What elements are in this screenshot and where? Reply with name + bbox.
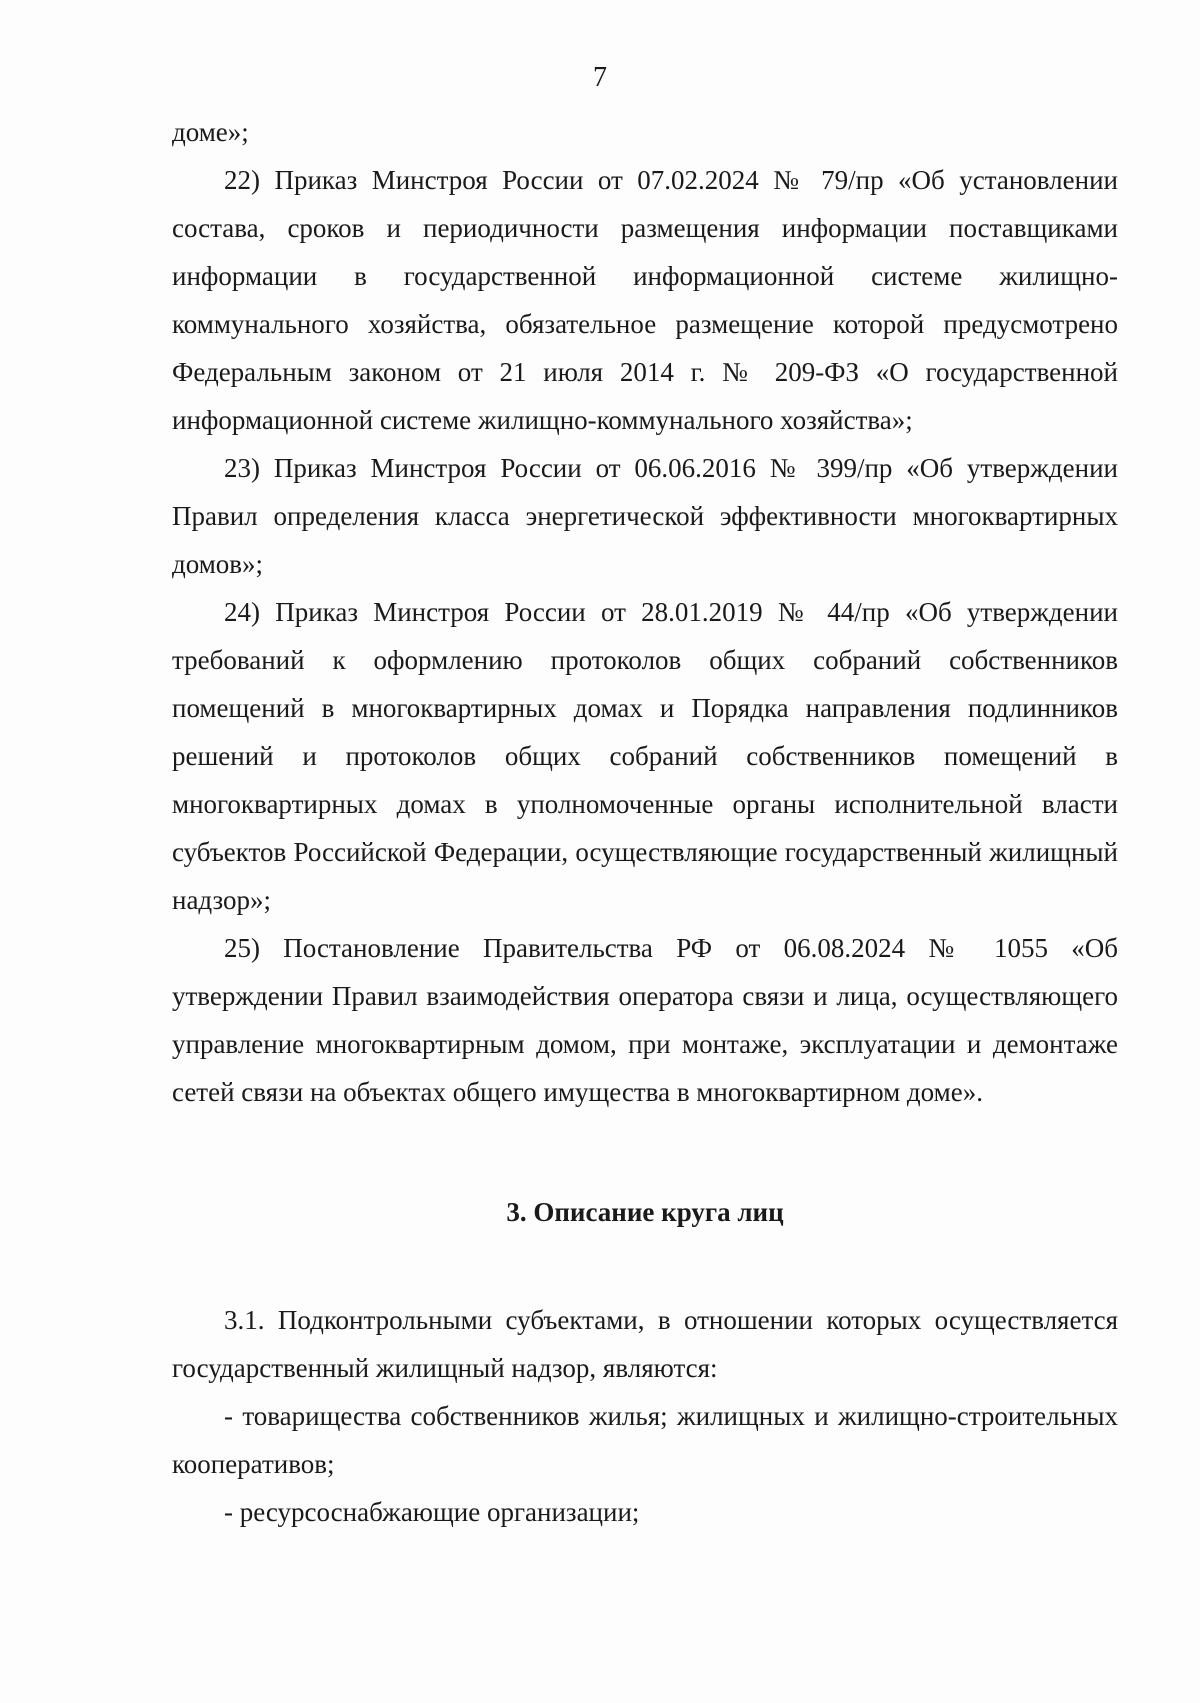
- list-item-23: 23) Приказ Минстроя России от 06.06.2016 № 399/пр «Об утверждении Правил определения класса энергетической эффективности многоквартирных домов»;: [172, 453, 1118, 579]
- paragraph-continuation: доме»;: [172, 117, 249, 147]
- page-number: 7: [593, 62, 607, 93]
- list-item-22: 22) Приказ Минстроя России от 07.02.2024 № 79/пр «Об установлении состава, сроков и периодичности размещения информации поставщиками информации в государственной информационной системе жилищно-коммунального хозяйства, обязательное размещение которой предусмотрено Федеральным законом от 21 июля 2014 г. № 209-ФЗ «О государственной информационной системе жилищно-коммунального хозяйства»;: [172, 165, 1118, 435]
- section-bullet-item: - ресурсоснабжающие организации;: [224, 1497, 640, 1527]
- section-heading: 3. Описание круга лиц: [506, 1197, 784, 1227]
- document-body: [172, 108, 1118, 1536]
- list-item-25: 25) Постановление Правительства РФ от 06.08.2024 № 1055 «Об утверждении Правил взаимодействия оператора связи и лица, осуществляющего управление многоквартирным домом, при монтаже, эксплуатации и демонтаже сетей связи на объектах общего имущества в многоквартирном доме».: [172, 933, 1118, 1107]
- section-bullet-item: - товарищества собственников жилья; жилищных и жилищно-строительных кооперативов;: [172, 1401, 1118, 1479]
- section-paragraph: 3.1. Подконтрольными субъектами, в отношении которых осуществляется государственный жилищный надзор, являются:: [172, 1305, 1118, 1383]
- list-item-24: 24) Приказ Минстроя России от 28.01.2019 № 44/пр «Об утверждении требований к оформлению протоколов общих собраний собственников помещений в многоквартирных домах и Порядка направления подлинников решений и протоколов общих собраний собственников помещений в многоквартирных домах в уполномоченные органы исполнительной власти субъектов Российской Федерации, осуществляющие государственный жилищный надзор»;: [172, 597, 1118, 915]
